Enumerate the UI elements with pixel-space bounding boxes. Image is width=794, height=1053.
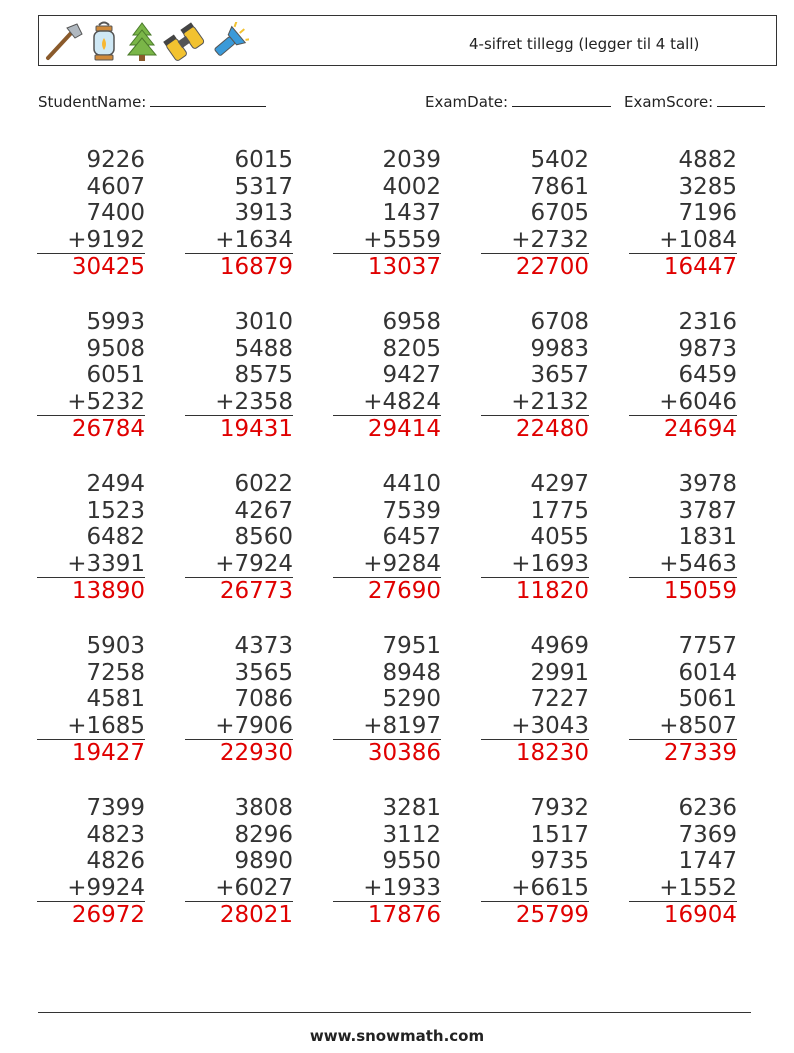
addend: 4882 [678, 147, 737, 173]
problem-4-2 [185, 633, 293, 767]
answer: 19427 [71, 740, 145, 766]
answer: 16447 [663, 254, 737, 280]
answer: 30425 [71, 254, 145, 280]
addend: 4297 [530, 471, 589, 497]
binoculars-icon [163, 22, 205, 62]
addend: +9284 [333, 551, 441, 579]
addend: 5061 [678, 686, 737, 712]
addend: 7757 [678, 633, 737, 659]
answer: 22480 [515, 416, 589, 442]
worksheet-header [38, 15, 777, 66]
axe-icon [43, 22, 83, 62]
problem-1-5 [629, 147, 737, 281]
addend: +5463 [629, 551, 737, 579]
addend: +9192 [37, 227, 145, 255]
addend: 7369 [678, 821, 737, 848]
problem-1-2 [185, 147, 293, 281]
addend: 5488 [234, 335, 293, 362]
addend: +6027 [185, 875, 293, 903]
addend: 5903 [86, 633, 145, 659]
addend: +3391 [37, 551, 145, 579]
addend: +1685 [37, 713, 145, 741]
addend: 7399 [86, 795, 145, 821]
student-name-label: StudentName: [38, 93, 147, 111]
addend: 9226 [86, 147, 145, 173]
exam-date-line[interactable] [512, 92, 611, 107]
footer-divider [38, 1012, 751, 1013]
addend: 1517 [530, 821, 589, 848]
problem-5-4 [481, 795, 589, 929]
addend: 4823 [86, 821, 145, 848]
addend: 3978 [678, 471, 737, 497]
addend: 3913 [234, 200, 293, 226]
addend: 6708 [530, 309, 589, 335]
addend: +8507 [629, 713, 737, 741]
answer: 16904 [663, 902, 737, 928]
problem-2-3 [333, 309, 441, 443]
addend: 1775 [530, 497, 589, 524]
answer: 13037 [367, 254, 441, 280]
addend: 6705 [530, 200, 589, 226]
addend: 7086 [234, 686, 293, 712]
addend: 7861 [530, 173, 589, 200]
addend: 6457 [382, 524, 441, 550]
problem-4-4 [481, 633, 589, 767]
exam-score-label: ExamScore: [624, 93, 714, 111]
lantern-icon [87, 21, 121, 63]
addend: 9735 [530, 848, 589, 874]
addend: 6482 [86, 524, 145, 550]
student-name-field[interactable] [38, 91, 266, 113]
addend: 8560 [234, 524, 293, 550]
answer: 26784 [71, 416, 145, 442]
answer: 15059 [663, 578, 737, 604]
header-icons [43, 20, 249, 64]
addend: 5317 [234, 173, 293, 200]
addend: 4002 [382, 173, 441, 200]
addend: 6014 [678, 659, 737, 686]
problem-1-1 [37, 147, 145, 281]
addend: 3787 [678, 497, 737, 524]
addend: 9873 [678, 335, 737, 362]
addend: +1084 [629, 227, 737, 255]
addend: 7227 [530, 686, 589, 712]
addend: 8575 [234, 362, 293, 388]
problem-3-2 [185, 471, 293, 605]
addend: +2358 [185, 389, 293, 417]
addend: 2039 [382, 147, 441, 173]
addend: 7258 [86, 659, 145, 686]
problem-4-1 [37, 633, 145, 767]
answer: 22930 [219, 740, 293, 766]
addend: +5559 [333, 227, 441, 255]
addend: 4581 [86, 686, 145, 712]
addend: 9983 [530, 335, 589, 362]
answer: 25799 [515, 902, 589, 928]
addend: 7400 [86, 200, 145, 226]
answer: 13890 [71, 578, 145, 604]
problem-3-4 [481, 471, 589, 605]
addend: 7932 [530, 795, 589, 821]
addend: +7924 [185, 551, 293, 579]
pine-tree-icon [125, 21, 159, 63]
addend: 3112 [382, 821, 441, 848]
addend: 7196 [678, 200, 737, 226]
addend: +1933 [333, 875, 441, 903]
addend: 4826 [86, 848, 145, 874]
addend: 6015 [234, 147, 293, 173]
addend: 8296 [234, 821, 293, 848]
problem-5-3 [333, 795, 441, 929]
problem-2-1 [37, 309, 145, 443]
addend: 4373 [234, 633, 293, 659]
addend: +1693 [481, 551, 589, 579]
addend: +1552 [629, 875, 737, 903]
addend: 7951 [382, 633, 441, 659]
problem-3-1 [37, 471, 145, 605]
footer-url: www.snowmath.com [309, 1027, 485, 1045]
addend: 3285 [678, 173, 737, 200]
addend: 3808 [234, 795, 293, 821]
addend: 2494 [86, 471, 145, 497]
worksheet-title: 4-sifret tillegg (legger til 4 tall) [469, 35, 700, 53]
addend: +5232 [37, 389, 145, 417]
addend: 4969 [530, 633, 589, 659]
addend: 3010 [234, 309, 293, 335]
addend: 1523 [86, 497, 145, 524]
addend: 4055 [530, 524, 589, 550]
addend: 6051 [86, 362, 145, 388]
addend: 4607 [86, 173, 145, 200]
addend: 1831 [678, 524, 737, 550]
addend: 9890 [234, 848, 293, 874]
addend: 8948 [382, 659, 441, 686]
problem-5-2 [185, 795, 293, 929]
problem-1-4 [481, 147, 589, 281]
answer: 27690 [367, 578, 441, 604]
answer: 16879 [219, 254, 293, 280]
problem-5-1 [37, 795, 145, 929]
answer: 11820 [515, 578, 589, 604]
addend: +9924 [37, 875, 145, 903]
addend: 6236 [678, 795, 737, 821]
addend: 6958 [382, 309, 441, 335]
problem-3-3 [333, 471, 441, 605]
student-name-line[interactable] [150, 92, 266, 107]
answer: 24694 [663, 416, 737, 442]
exam-date-field[interactable] [425, 91, 611, 113]
addend: 2991 [530, 659, 589, 686]
addend: 5290 [382, 686, 441, 712]
addend: 3657 [530, 362, 589, 388]
problem-1-3 [333, 147, 441, 281]
problem-4-5 [629, 633, 737, 767]
answer: 30386 [367, 740, 441, 766]
problem-4-3 [333, 633, 441, 767]
addend: +4824 [333, 389, 441, 417]
addend: +2132 [481, 389, 589, 417]
answer: 18230 [515, 740, 589, 766]
addend: 8205 [382, 335, 441, 362]
addend: +1634 [185, 227, 293, 255]
answer: 26773 [219, 578, 293, 604]
flashlight-icon [209, 22, 249, 62]
addend: 3565 [234, 659, 293, 686]
exam-score-field[interactable] [624, 91, 765, 113]
addend: 4410 [382, 471, 441, 497]
addend: 5402 [530, 147, 589, 173]
addend: 6022 [234, 471, 293, 497]
addend: +2732 [481, 227, 589, 255]
answer: 22700 [515, 254, 589, 280]
answer: 17876 [367, 902, 441, 928]
addend: +7906 [185, 713, 293, 741]
exam-score-line[interactable] [717, 92, 765, 107]
addend: 9508 [86, 335, 145, 362]
addend: 1437 [382, 200, 441, 226]
answer: 29414 [367, 416, 441, 442]
problem-5-5 [629, 795, 737, 929]
problem-2-4 [481, 309, 589, 443]
answer: 19431 [219, 416, 293, 442]
exam-date-label: ExamDate: [425, 93, 509, 111]
addend: 5993 [86, 309, 145, 335]
addend: 4267 [234, 497, 293, 524]
addend: +3043 [481, 713, 589, 741]
problem-2-2 [185, 309, 293, 443]
addend: 3281 [382, 795, 441, 821]
addend: +6046 [629, 389, 737, 417]
addend: 1747 [678, 848, 737, 874]
answer: 27339 [663, 740, 737, 766]
problem-3-5 [629, 471, 737, 605]
addend: 9427 [382, 362, 441, 388]
addend: 9550 [382, 848, 441, 874]
addend: 7539 [382, 497, 441, 524]
answer: 26972 [71, 902, 145, 928]
addend: +6615 [481, 875, 589, 903]
addend: +8197 [333, 713, 441, 741]
problem-2-5 [629, 309, 737, 443]
addend: 6459 [678, 362, 737, 388]
answer: 28021 [219, 902, 293, 928]
addend: 2316 [678, 309, 737, 335]
